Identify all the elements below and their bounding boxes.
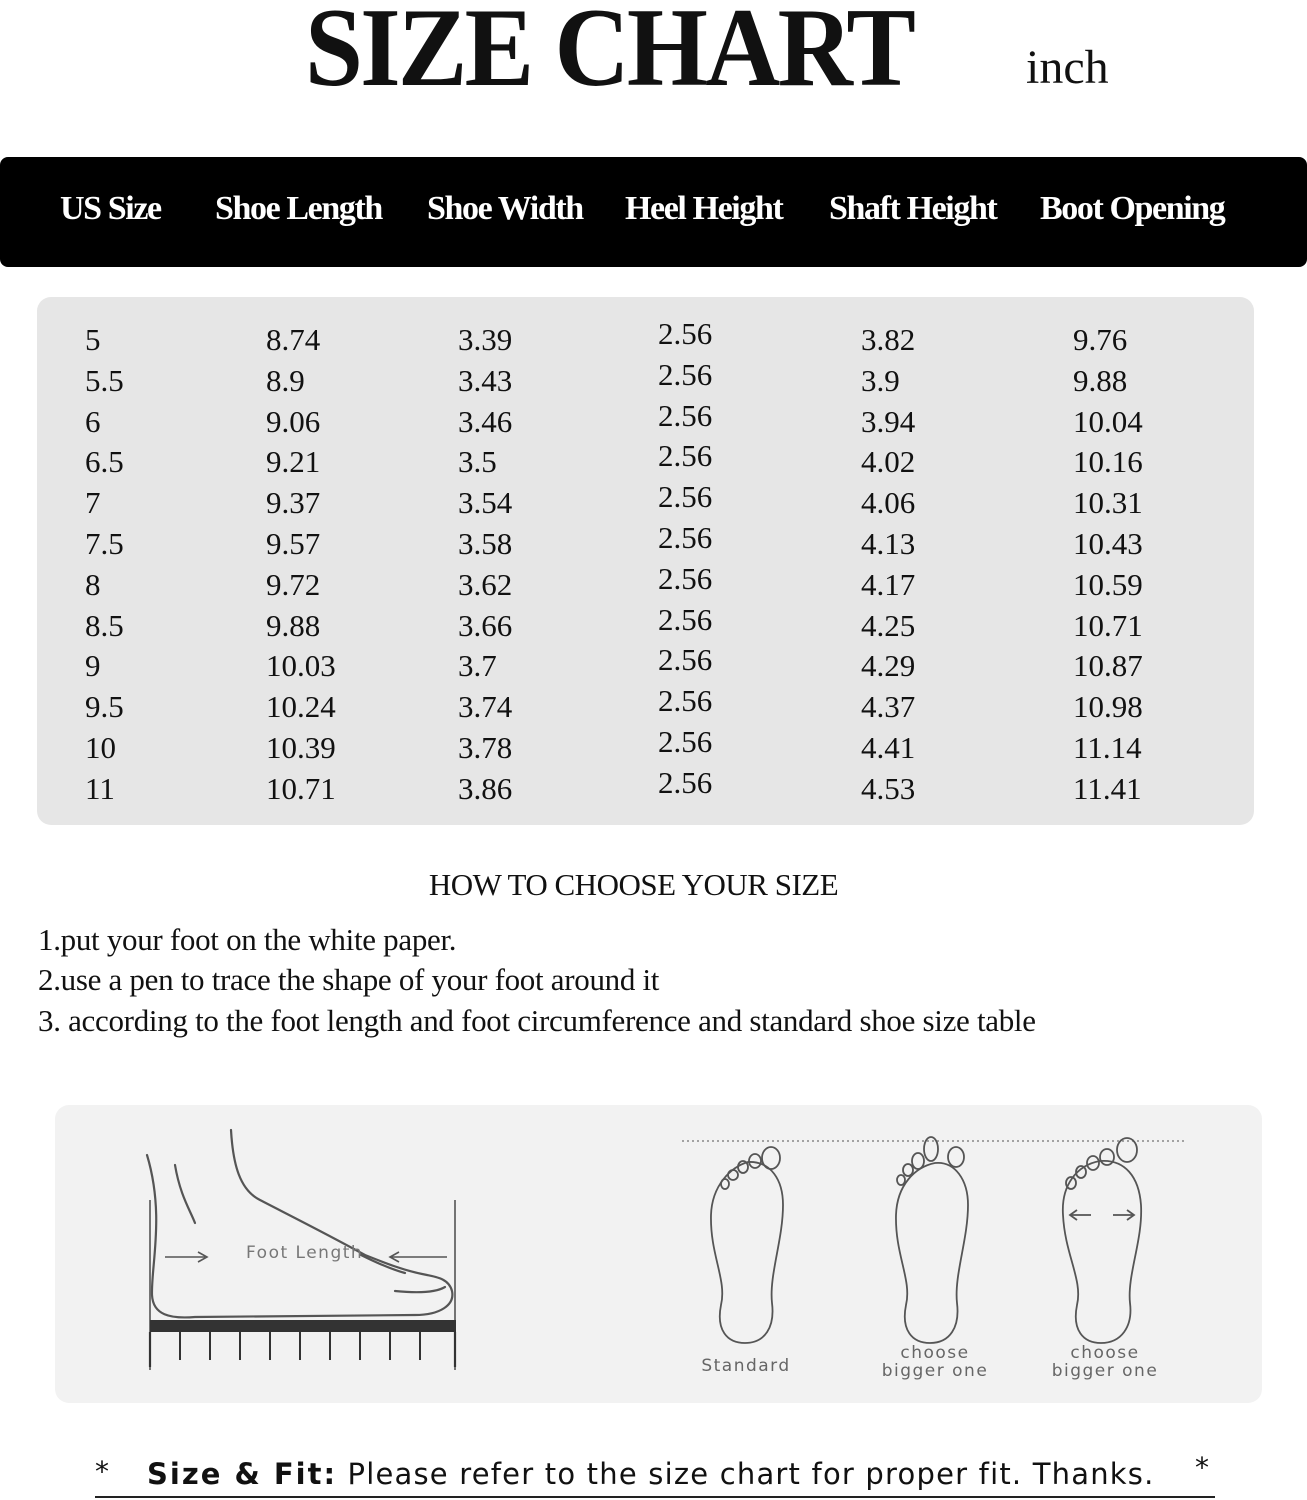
table-cell: 9	[85, 648, 101, 684]
table-cell: 2.56	[658, 642, 713, 678]
table-cell: 2.56	[658, 601, 713, 637]
table-cell: 2.56	[658, 438, 713, 474]
table-cell: 8.74	[266, 322, 321, 357]
table-cell: 10	[85, 730, 116, 765]
table-cell: 6	[85, 403, 101, 439]
table-cell: 9.21	[266, 444, 321, 480]
table-cell: 5	[85, 322, 101, 357]
table-cell: 2.56	[658, 316, 713, 351]
table-cell: 11	[85, 770, 115, 806]
star-right-icon: *	[1195, 1451, 1209, 1484]
footprint-standard	[711, 1147, 783, 1343]
table-cell: 7	[85, 485, 101, 521]
page-title: SIZE CHART	[305, 0, 914, 110]
choose-bigger-line-2: bigger one	[881, 1360, 989, 1381]
table-cell: 3.7	[458, 648, 497, 684]
table-cell: 10.31	[1073, 485, 1143, 521]
size-fit-text	[147, 1457, 1155, 1491]
table-cell: 4.29	[861, 648, 916, 684]
table-cell: 9.72	[266, 566, 321, 602]
table-cell: 4.37	[861, 689, 916, 725]
table-cell: 10.24	[266, 689, 336, 725]
column-header: Shoe Width	[427, 190, 583, 227]
table-cell: 9.76	[1073, 322, 1128, 357]
column-header: Heel Height	[625, 190, 783, 227]
table-cell: 10.87	[1073, 648, 1143, 684]
table-cell: 2.56	[658, 764, 713, 800]
how-to-title: HOW TO CHOOSE YOUR SIZE	[428, 867, 839, 902]
step-2: 2.use a pen to trace the shape of your foot around it	[38, 962, 660, 997]
choose-bigger-label-2	[1040, 1345, 1170, 1381]
table-cell: 2.56	[658, 397, 713, 433]
footprint-long-toe	[896, 1137, 968, 1343]
table-cell: 3.9	[861, 362, 900, 398]
table-cell: 10.43	[1073, 526, 1143, 561]
table-cell: 9.57	[266, 526, 321, 561]
table-cell: 9.37	[266, 485, 321, 521]
table-cell: 4.13	[861, 526, 916, 561]
table-cell: 6.5	[85, 444, 124, 480]
table-cell: 2.56	[658, 356, 713, 392]
table-cell: 9.06	[266, 403, 321, 439]
table-cell: 11.14	[1073, 730, 1142, 765]
table-cell: 3.43	[458, 362, 513, 398]
step-1: 1.put your foot on the white paper.	[38, 922, 457, 957]
choose-bigger-line-1: choose	[1070, 1343, 1140, 1363]
column-header: US Size	[60, 190, 161, 227]
table-cell: 3.82	[861, 322, 916, 357]
table-cell: 3.74	[458, 689, 513, 725]
choose-bigger-label-1	[870, 1345, 1000, 1381]
table-cell: 3.5	[458, 444, 497, 480]
foot-side-illustration	[147, 1130, 452, 1317]
table-cell: 8.5	[85, 607, 124, 643]
table-cell: 10.71	[266, 770, 336, 806]
table-cell: 4.02	[861, 444, 916, 480]
table-cell: 8.9	[266, 362, 305, 398]
table-cell: 10.16	[1073, 444, 1143, 480]
table-cell: 4.53	[861, 770, 916, 806]
foot-length-label: Foot Length	[246, 1243, 364, 1263]
table-cell: 2.56	[658, 683, 713, 719]
table-cell: 3.54	[458, 485, 513, 521]
unit-label: inch	[1026, 41, 1109, 94]
table-cell: 10.39	[266, 730, 336, 765]
table-cell: 3.62	[458, 566, 513, 602]
table-cell: 3.46	[458, 403, 513, 439]
choose-bigger-line-1: choose	[900, 1343, 970, 1363]
table-cell: 2.56	[658, 520, 713, 555]
size-fit-label: Size & Fit:	[147, 1457, 338, 1491]
table-cell: 10.71	[1073, 607, 1143, 643]
table-cell: 11.41	[1073, 770, 1142, 806]
size-table	[37, 297, 1254, 825]
table-cell: 8	[85, 566, 101, 602]
choose-bigger-line-2: bigger one	[1051, 1360, 1159, 1381]
table-cell: 10.59	[1073, 566, 1143, 602]
table-cell: 10.04	[1073, 403, 1143, 439]
standard-label: Standard	[701, 1356, 791, 1376]
table-cell: 10.98	[1073, 689, 1143, 725]
ruler	[150, 1320, 456, 1367]
column-header: Boot Opening	[1040, 190, 1225, 227]
table-cell: 5.5	[85, 362, 124, 398]
table-cell: 9.88	[1073, 362, 1128, 398]
step-3: 3. according to the foot length and foot circumference and standard shoe size table	[38, 1003, 1036, 1038]
table-cell: 9.5	[85, 689, 124, 725]
column-header: Shaft Height	[829, 190, 997, 227]
table-cell: 3.66	[458, 607, 513, 643]
star-left-icon: *	[95, 1455, 109, 1488]
table-cell: 2.56	[658, 560, 713, 596]
table-cell: 9.88	[266, 607, 321, 643]
table-cell: 2.56	[658, 724, 713, 759]
footer-underline	[95, 1496, 1215, 1498]
table-cell: 3.39	[458, 322, 513, 357]
measure-diagram	[55, 1105, 1262, 1403]
size-fit-message: Please refer to the size chart for proper fit. Thanks.	[347, 1457, 1155, 1491]
footprint-wide	[1063, 1138, 1141, 1343]
table-cell: 10.03	[266, 648, 336, 684]
table-cell: 3.86	[458, 770, 513, 806]
table-cell: 4.25	[861, 607, 916, 643]
title-area	[0, 0, 1307, 150]
table-cell: 7.5	[85, 526, 124, 561]
table-cell: 3.58	[458, 526, 513, 561]
table-cell: 2.56	[658, 479, 713, 515]
size-fit-note	[95, 1451, 1220, 1497]
table-cell: 4.41	[861, 730, 916, 765]
table-cell: 3.94	[861, 403, 916, 439]
table-cell: 3.78	[458, 730, 513, 765]
measure-guides	[150, 1200, 455, 1370]
column-header: Shoe Length	[215, 190, 382, 227]
table-cell: 4.17	[861, 566, 916, 602]
table-cell: 4.06	[861, 485, 916, 521]
